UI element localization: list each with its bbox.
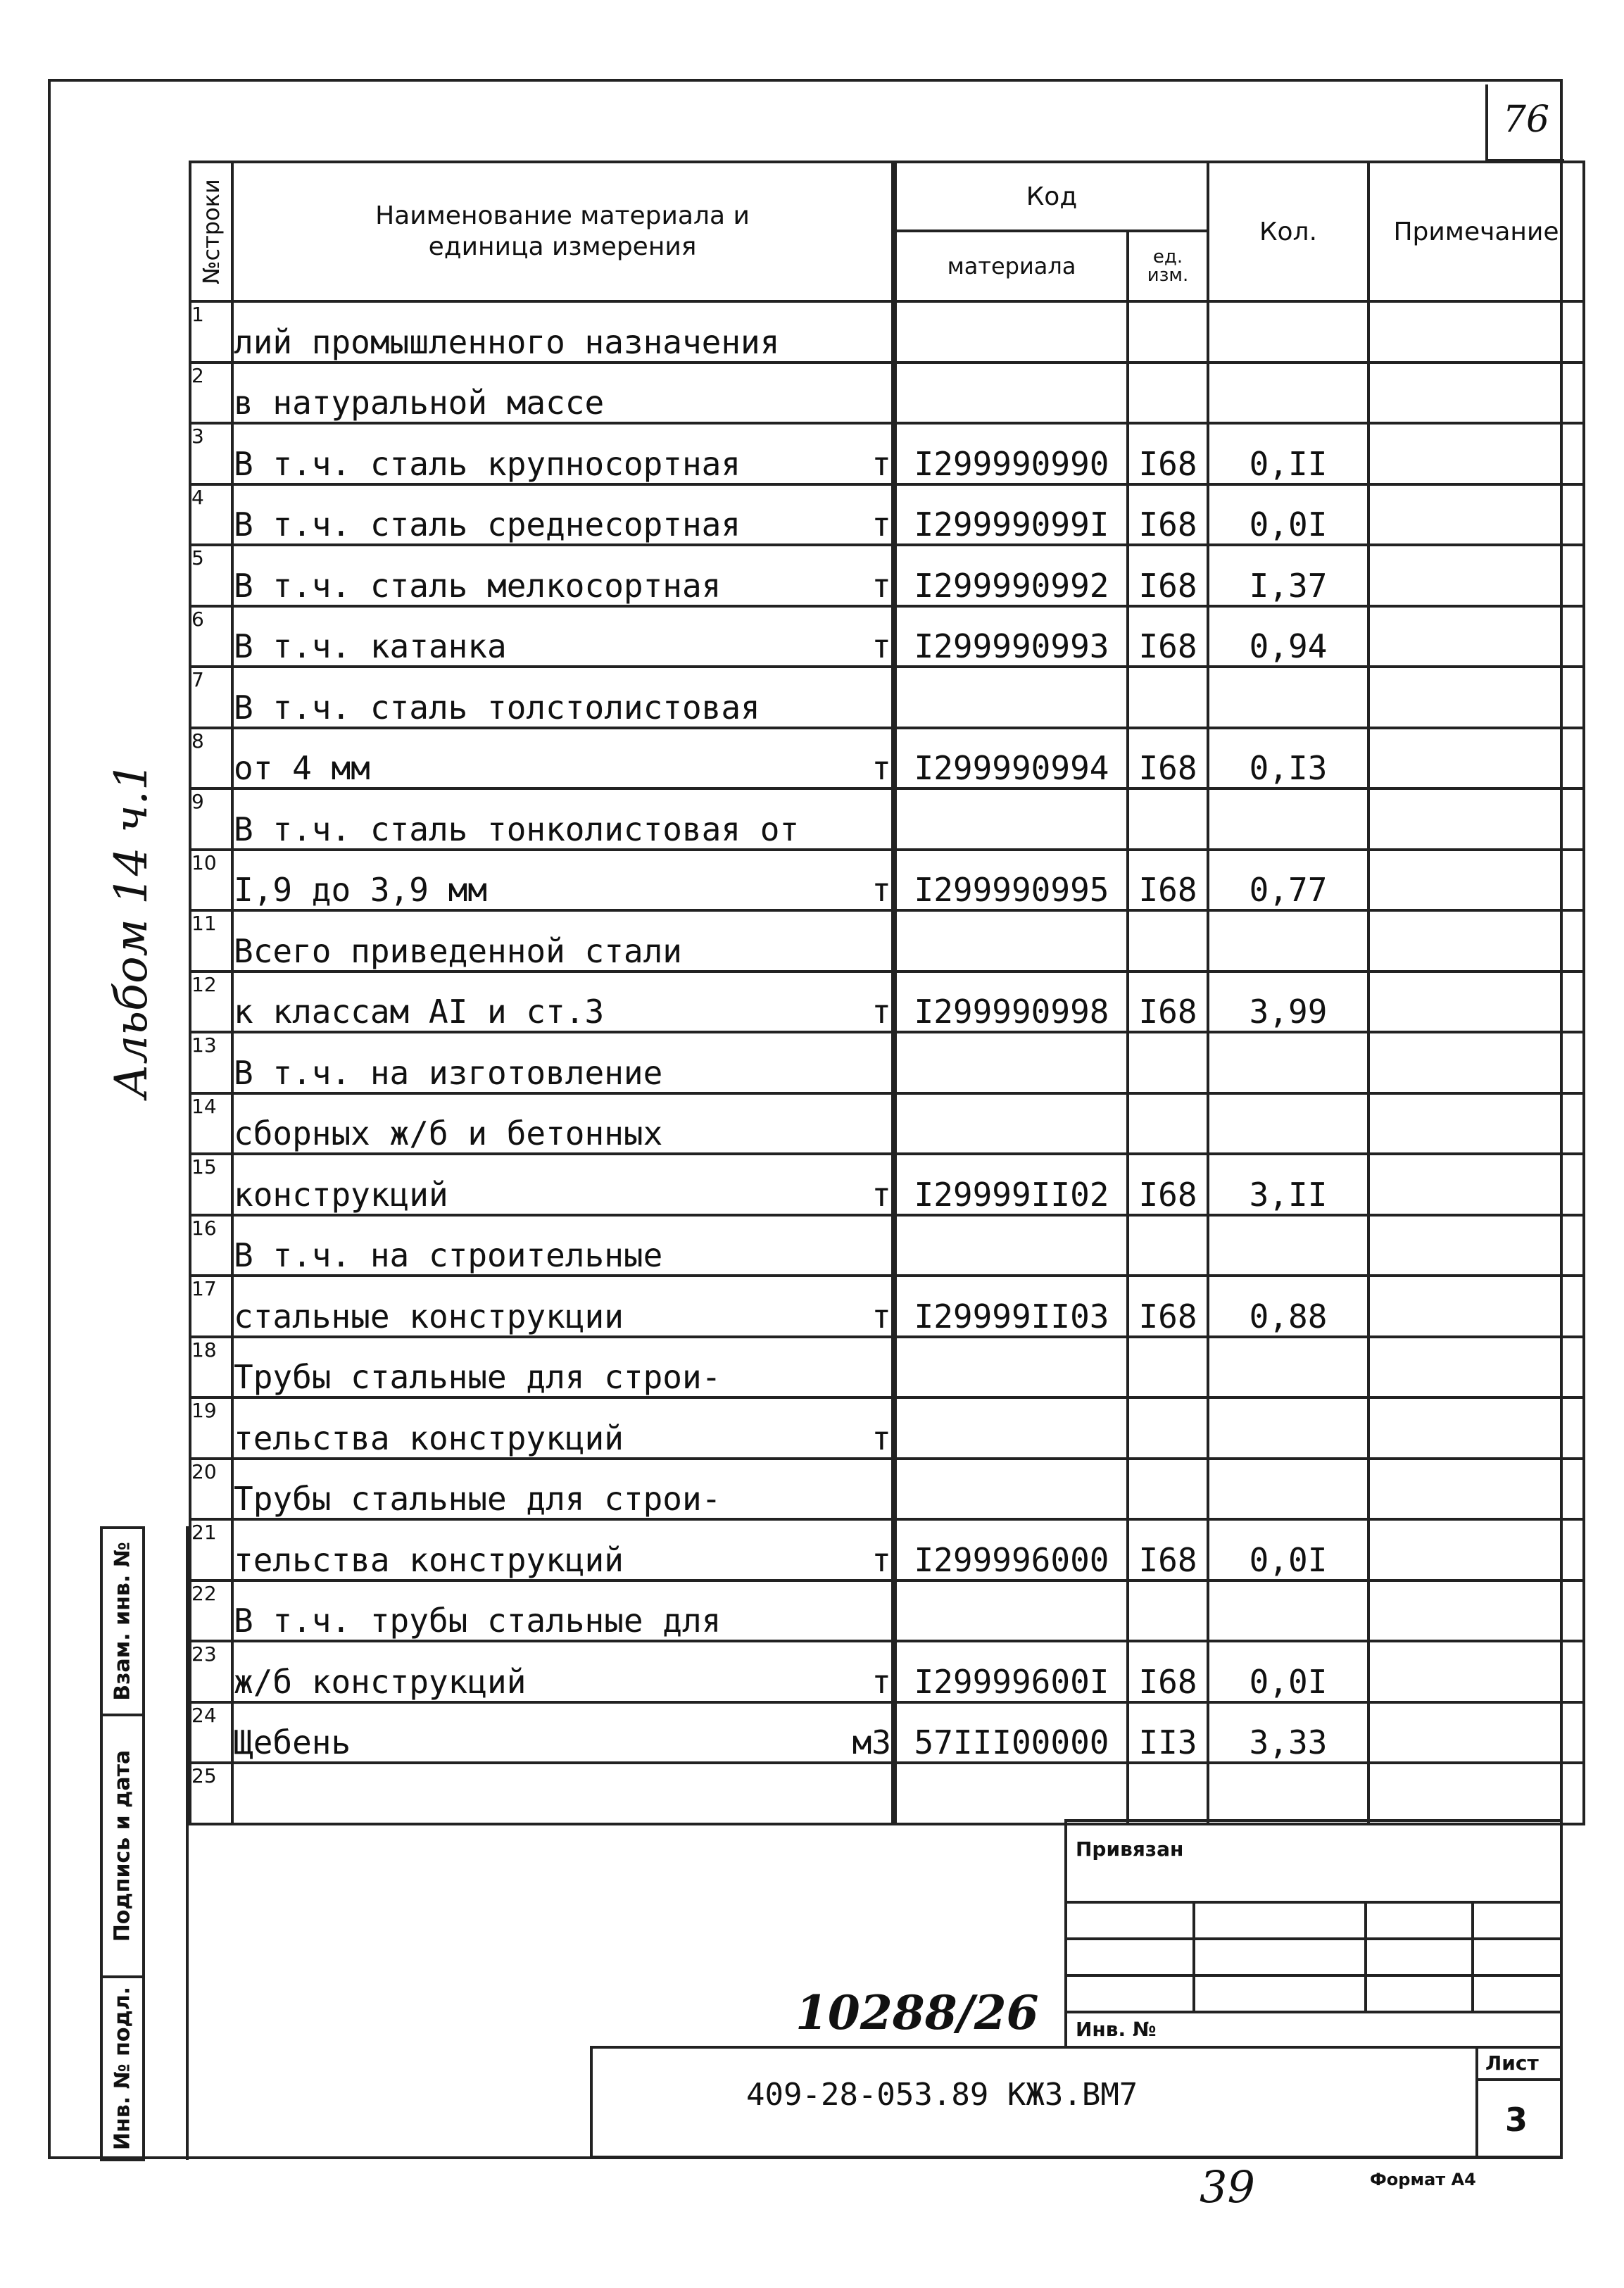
material-name-cell (232, 1337, 894, 1398)
quantity: 3,33 (1208, 1702, 1368, 1764)
row-number: 8 (190, 728, 232, 789)
material-name-cell (232, 1459, 894, 1520)
material-name-cell (232, 972, 894, 1033)
note-cell (1368, 667, 1584, 728)
tb-h4 (1064, 2011, 1563, 2013)
note-cell (1368, 1093, 1584, 1155)
unit-code (1128, 1763, 1208, 1824)
album-note: Альбом 14 ч.1 (106, 762, 158, 1098)
material-name-cell (232, 1032, 894, 1093)
material-code (894, 1580, 1128, 1642)
note-cell (1368, 1032, 1584, 1093)
quantity (1208, 363, 1368, 424)
quantity (1208, 1397, 1368, 1459)
note-cell (1368, 1641, 1584, 1702)
material-name: лий промышленного назначения (234, 322, 780, 361)
table-row (190, 1215, 1584, 1276)
unit-code: I68 (1128, 972, 1208, 1033)
table-row (190, 423, 1584, 484)
note-cell (1368, 1702, 1584, 1764)
tb-h2 (1064, 1937, 1563, 1940)
material-code: I29999II03 (894, 1276, 1128, 1337)
material-unit: т (871, 566, 891, 605)
table-row (190, 1397, 1584, 1459)
material-name: в натуральной массе (234, 384, 605, 422)
format-label: Формат А4 (1370, 2170, 1476, 2189)
table-row (190, 667, 1584, 728)
row-number: 21 (190, 1519, 232, 1580)
quantity: 0,0I (1208, 484, 1368, 546)
row-number: 23 (190, 1641, 232, 1702)
row-number: 6 (190, 606, 232, 667)
material-name-cell (232, 484, 894, 546)
material-unit: м3 (852, 1723, 891, 1761)
material-name: Трубы стальные для строи- (234, 1358, 722, 1396)
row-number: 15 (190, 1154, 232, 1215)
list-label: Лист (1485, 2051, 1539, 2075)
quantity (1208, 1337, 1368, 1398)
quantity (1208, 1215, 1368, 1276)
quantity (1208, 910, 1368, 972)
material-name: к классам АI и ст.3 (234, 993, 605, 1031)
table-row (190, 1519, 1584, 1580)
quantity (1208, 301, 1368, 363)
quantity: I,37 (1208, 545, 1368, 606)
note-cell (1368, 1580, 1584, 1642)
note-cell (1368, 1519, 1584, 1580)
page-number: 76 (1485, 84, 1564, 162)
material-name-cell (232, 910, 894, 972)
material-name-cell (232, 363, 894, 424)
row-number: 7 (190, 667, 232, 728)
note-cell (1368, 1337, 1584, 1398)
unit-code: I68 (1128, 423, 1208, 484)
material-name: В т.ч. на изготовление (234, 1053, 663, 1092)
material-unit: т (871, 505, 891, 543)
row-number: 17 (190, 1276, 232, 1337)
quantity: 0,88 (1208, 1276, 1368, 1337)
material-name-cell (232, 1763, 894, 1824)
note-cell (1368, 788, 1584, 850)
table-row (190, 1337, 1584, 1398)
material-code (894, 1397, 1128, 1459)
note-cell (1368, 910, 1584, 972)
note-cell (1368, 363, 1584, 424)
material-name-cell (232, 1580, 894, 1642)
material-name-cell (232, 423, 894, 484)
material-code (894, 301, 1128, 363)
quantity: 0,I3 (1208, 728, 1368, 789)
materials-table (189, 161, 1585, 1825)
quantity (1208, 1032, 1368, 1093)
material-name-cell (232, 667, 894, 728)
unit-code: I68 (1128, 484, 1208, 546)
handwritten-number: 10288/26 (795, 1985, 1039, 2040)
material-name: Трубы стальные для строи- (234, 1480, 722, 1518)
document-code: 409-28-053.89 КЖ3.ВМ7 (746, 2077, 1138, 2113)
material-code (894, 1032, 1128, 1093)
note-cell (1368, 1154, 1584, 1215)
material-name: В т.ч. сталь толстолистовая (234, 688, 760, 727)
note-cell (1368, 545, 1584, 606)
material-name-cell (232, 1154, 894, 1215)
material-unit: т (871, 993, 891, 1031)
stamp-inv-podl: Инв. № подл. (100, 1975, 145, 2161)
note-cell (1368, 1763, 1584, 1824)
material-name: конструкций (234, 1175, 448, 1214)
quantity: 0,II (1208, 423, 1368, 484)
row-number: 13 (190, 1032, 232, 1093)
unit-code (1128, 667, 1208, 728)
table-row (190, 910, 1584, 972)
row-number: 2 (190, 363, 232, 424)
material-code: I29999099I (894, 484, 1128, 546)
material-unit: т (871, 1419, 891, 1457)
unit-code: II3 (1128, 1702, 1208, 1764)
material-unit: т (871, 1175, 891, 1214)
material-code: I299990992 (894, 545, 1128, 606)
material-code: I299990995 (894, 850, 1128, 911)
material-code (894, 1459, 1128, 1520)
quantity: 0,0I (1208, 1519, 1368, 1580)
material-name-cell (232, 788, 894, 850)
note-cell (1368, 1215, 1584, 1276)
table-row (190, 1154, 1584, 1215)
quantity: 0,77 (1208, 850, 1368, 911)
row-number: 16 (190, 1215, 232, 1276)
row-number: 5 (190, 545, 232, 606)
material-name: I,9 до 3,9 мм (234, 871, 488, 909)
unit-code: I68 (1128, 545, 1208, 606)
material-unit: т (871, 1297, 891, 1335)
unit-code: I68 (1128, 1519, 1208, 1580)
row-number: 10 (190, 850, 232, 911)
note-cell (1368, 728, 1584, 789)
quantity (1208, 1459, 1368, 1520)
material-unit: т (871, 749, 891, 787)
material-code: I29999600I (894, 1641, 1128, 1702)
material-unit: т (871, 871, 891, 909)
material-name: сборных ж/б и бетонных (234, 1114, 663, 1152)
tb-h3 (1064, 1974, 1563, 1977)
table-row (190, 363, 1584, 424)
header-code-unit: ед. изм. (1128, 231, 1208, 301)
row-number: 18 (190, 1337, 232, 1398)
row-number: 20 (190, 1459, 232, 1520)
unit-code (1128, 301, 1208, 363)
table-row (190, 301, 1584, 363)
header-code: Код (894, 162, 1208, 231)
list-value: 3 (1505, 2101, 1528, 2139)
material-unit: т (871, 1662, 891, 1701)
material-name: В т.ч. трубы стальные для (234, 1602, 722, 1640)
material-name: В т.ч. сталь мелкосортная (234, 566, 722, 605)
material-name: Щебень (234, 1723, 351, 1761)
table-row (190, 972, 1584, 1033)
row-number: 24 (190, 1702, 232, 1764)
row-number: 1 (190, 301, 232, 363)
material-name-cell (232, 1641, 894, 1702)
material-code (894, 667, 1128, 728)
table-row (190, 1276, 1584, 1337)
unit-code (1128, 1093, 1208, 1155)
quantity (1208, 1580, 1368, 1642)
stamp-podpis-data: Подпись и дата (100, 1714, 145, 1978)
row-number: 14 (190, 1093, 232, 1155)
row-number: 12 (190, 972, 232, 1033)
note-cell (1368, 972, 1584, 1033)
stamp-divider (186, 1526, 189, 2160)
stamp-vzam-inv: Взам. инв. № (100, 1526, 145, 1716)
row-number: 9 (190, 788, 232, 850)
note-cell (1368, 423, 1584, 484)
material-unit: т (871, 444, 891, 483)
material-name-cell (232, 545, 894, 606)
unit-code (1128, 1032, 1208, 1093)
material-name-cell (232, 1276, 894, 1337)
header-row-number: №строки (190, 162, 232, 301)
material-name-cell (232, 728, 894, 789)
quantity: 0,94 (1208, 606, 1368, 667)
material-code: I29999II02 (894, 1154, 1128, 1215)
material-name: В т.ч. сталь крупносортная (234, 444, 741, 483)
note-cell (1368, 1459, 1584, 1520)
table-body (190, 301, 1584, 1824)
tb-v2 (1364, 1901, 1367, 2011)
unit-code (1128, 1580, 1208, 1642)
material-name-cell (232, 1215, 894, 1276)
unit-code: I68 (1128, 1276, 1208, 1337)
material-name-cell (232, 1397, 894, 1459)
material-name: Всего приведенной стали (234, 931, 682, 970)
row-number: 25 (190, 1763, 232, 1824)
material-name: В т.ч. сталь среднесортная (234, 505, 741, 543)
quantity (1208, 788, 1368, 850)
table-row (190, 1093, 1584, 1155)
unit-code: I68 (1128, 728, 1208, 789)
material-name-cell (232, 301, 894, 363)
quantity (1208, 667, 1368, 728)
material-code: I299990994 (894, 728, 1128, 789)
unit-code (1128, 1397, 1208, 1459)
header-note: Примечание (1368, 162, 1584, 301)
page-number-bottom: 39 (1200, 2161, 1255, 2213)
material-code (894, 1763, 1128, 1824)
table-row (190, 545, 1584, 606)
tb-v3 (1471, 1901, 1474, 2011)
material-name: стальные конструкции (234, 1297, 624, 1335)
material-name-cell (232, 1519, 894, 1580)
note-cell (1368, 606, 1584, 667)
table-row (190, 1580, 1584, 1642)
quantity: 3,II (1208, 1154, 1368, 1215)
material-code: I299990998 (894, 972, 1128, 1033)
note-cell (1368, 484, 1584, 546)
note-cell (1368, 850, 1584, 911)
row-number: 4 (190, 484, 232, 546)
material-name: В т.ч. катанка (234, 627, 507, 665)
note-cell (1368, 1276, 1584, 1337)
unit-code (1128, 363, 1208, 424)
privyazan-label: Привязан (1076, 1837, 1184, 1861)
header-qty: Кол. (1208, 162, 1368, 301)
table-row (190, 1763, 1584, 1824)
row-number: 22 (190, 1580, 232, 1642)
material-name-cell (232, 606, 894, 667)
table-row (190, 850, 1584, 911)
inv-no-label: Инв. № (1076, 2018, 1157, 2041)
table-row (190, 728, 1584, 789)
note-cell (1368, 301, 1584, 363)
material-code (894, 363, 1128, 424)
table-row (190, 1702, 1584, 1764)
material-name: В т.ч. на строительные (234, 1236, 663, 1274)
material-code: I299990993 (894, 606, 1128, 667)
material-name-cell (232, 850, 894, 911)
material-name-cell (232, 1702, 894, 1764)
table-row (190, 606, 1584, 667)
material-name: ж/б конструкций (234, 1662, 527, 1701)
material-name: тельства конструкций (234, 1540, 624, 1579)
header-code-material: материала (894, 231, 1128, 301)
header-name: Наименование материала и единица измерения (232, 162, 894, 301)
material-code (894, 1337, 1128, 1398)
material-unit: т (871, 1540, 891, 1579)
unit-code (1128, 1215, 1208, 1276)
row-number: 3 (190, 423, 232, 484)
unit-code (1128, 788, 1208, 850)
quantity: 3,99 (1208, 972, 1368, 1033)
material-code: I299996000 (894, 1519, 1128, 1580)
table-row (190, 1641, 1584, 1702)
tb-h1 (1064, 1901, 1563, 1904)
unit-code (1128, 1337, 1208, 1398)
quantity: 0,0I (1208, 1641, 1368, 1702)
table-row (190, 484, 1584, 546)
material-code: I299990990 (894, 423, 1128, 484)
unit-code (1128, 1459, 1208, 1520)
quantity (1208, 1763, 1368, 1824)
unit-code: I68 (1128, 606, 1208, 667)
tb-list-divider (1475, 2046, 1478, 2158)
material-name: тельства конструкций (234, 1419, 624, 1457)
material-name-cell (232, 1093, 894, 1155)
unit-code (1128, 910, 1208, 972)
table-row (190, 1459, 1584, 1520)
material-code (894, 788, 1128, 850)
tb-list-hline (1475, 2078, 1563, 2081)
row-number: 11 (190, 910, 232, 972)
table-row (190, 788, 1584, 850)
tb-v1 (1192, 1901, 1195, 2011)
quantity (1208, 1093, 1368, 1155)
table-row (190, 1032, 1584, 1093)
material-name: В т.ч. сталь тонколистовая от (234, 810, 800, 848)
material-code: 57III00000 (894, 1702, 1128, 1764)
row-number: 19 (190, 1397, 232, 1459)
unit-code: I68 (1128, 1154, 1208, 1215)
material-code (894, 910, 1128, 972)
unit-code: I68 (1128, 850, 1208, 911)
material-code (894, 1093, 1128, 1155)
material-unit: т (871, 627, 891, 665)
material-code (894, 1215, 1128, 1276)
note-cell (1368, 1397, 1584, 1459)
unit-code: I68 (1128, 1641, 1208, 1702)
material-name: от 4 мм (234, 749, 370, 787)
